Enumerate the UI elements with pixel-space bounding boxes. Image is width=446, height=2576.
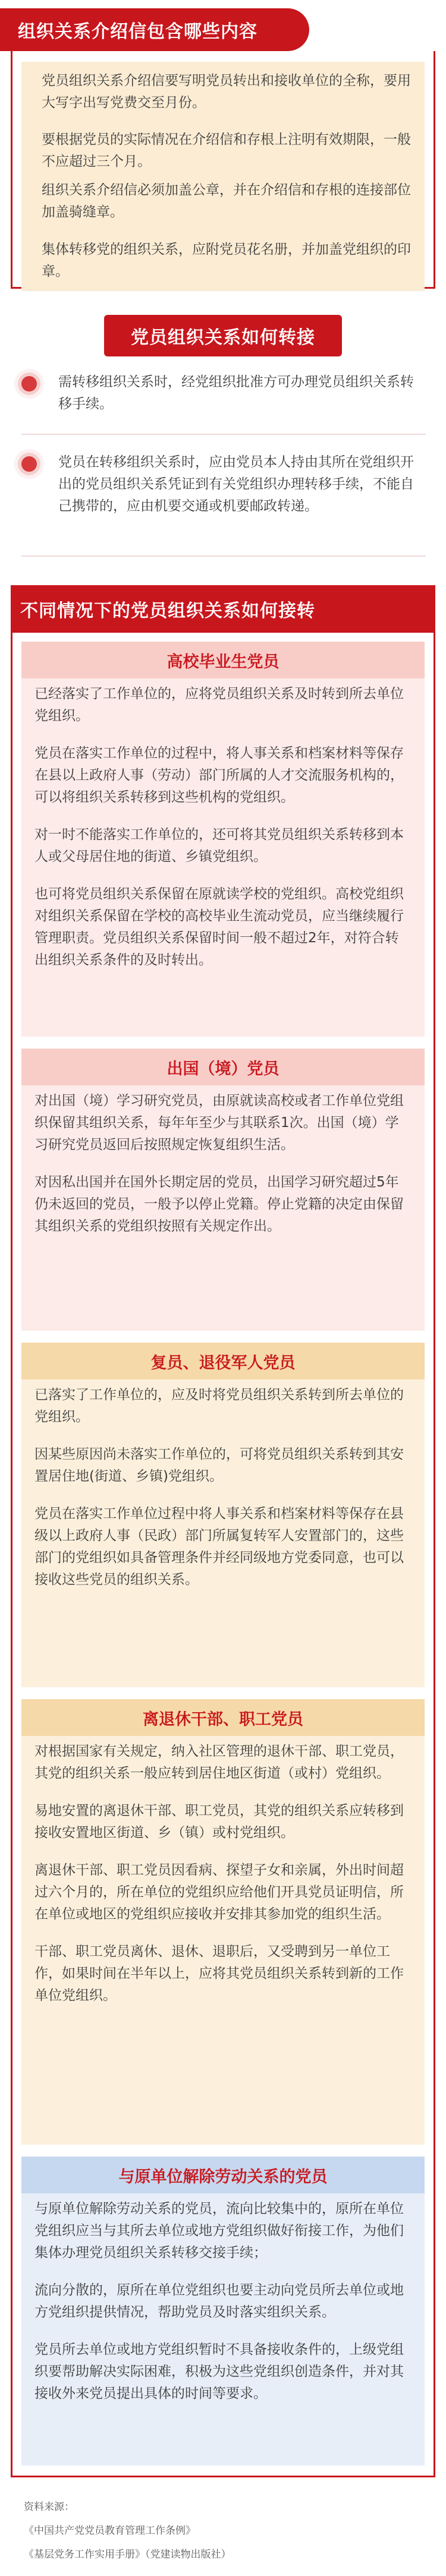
section3-title: 不同情况下的党员组织关系如何接转 <box>20 601 315 621</box>
subsection-title: 高校毕业生党员 <box>21 642 425 678</box>
section3-header <box>11 585 435 633</box>
paragraph: 党员在落实工作单位过程中将人事关系和档案材料等保存在县级以上政府人事（民政）部门所属复转军人安置部门的，这些部门的党组织如具备管理条件并经同级地方党委同意，也可以接收这些党员的组织关系。 <box>34 1506 404 1587</box>
sources <box>24 2495 428 2566</box>
paragraph: 已落实了工作单位的，应及时将党员组织关系转到所去单位的党组织。 <box>34 1387 404 1425</box>
subsection-veterans <box>21 1343 425 1687</box>
paragraph: 党员在落实工作单位的过程中，将人事关系和档案材料等保存在县以上政府人事（劳动）部门所属的人才交流服务机构的，可以将组织关系转移到这些机构的党组织。 <box>34 746 404 805</box>
section2-item <box>21 371 426 415</box>
section1-item: 组织关系介绍信必须加盖公章，并在介绍信和存根的连接部位加盖骑缝章。 <box>21 171 425 232</box>
paragraph: 因某些原因尚未落实工作单位的，可将党员组织关系转到其安置居住地(街道、乡镇)党组织。 <box>34 1447 404 1484</box>
section1-item: 集体转移党的组织关系，应附党员花名册，并加盖党组织的印章。 <box>21 231 425 291</box>
section2-item-text: 党员在转移组织关系时，应由党员本人持由其所在党组织开出的党员组织关系凭证到有关党组织办理转移手续，不能自己携带的，应由机要交通或机要邮政转递。 <box>58 454 414 514</box>
paragraph: 已经落实了工作单位的，应将党员组织关系及时转到所去单位党组织。 <box>34 686 404 724</box>
paragraph: 对因私出国并在国外长期定居的党员，出国学习研究超过5年仍未返回的党员，一般予以停止党籍。停止党籍的决定由保留其组织关系的党组织按照有关规定作出。 <box>34 1175 404 1234</box>
subsection-terminated-labor <box>21 2157 425 2465</box>
section2-item <box>21 452 426 517</box>
paragraph: 流向分散的，原所在单位党组织也要主动向党员所去单位或地方党组织提供情况，帮助党员及时落实组织关系。 <box>34 2283 404 2320</box>
section2-header <box>104 315 342 356</box>
paragraph: 干部、职工党员离休、退休、退职后，又受聘到另一单位工作，如果时间在半年以上，应将其党员组织关系转到新的工作单位党组织。 <box>34 1944 404 2003</box>
subsection-graduates <box>21 642 425 1037</box>
subsection-title: 复员、退役军人党员 <box>21 1343 425 1379</box>
divider <box>21 555 426 557</box>
paragraph: 对根据国家有关规定，纳入社区管理的退休干部、职工党员，其党的组织关系一般应转到居住地区街道（或村）党组织。 <box>34 1744 404 1781</box>
subsection-title: 出国（境）党员 <box>21 1049 425 1085</box>
section1-title: 组织关系介绍信包含哪些内容 <box>18 21 257 42</box>
red-dot-icon <box>21 376 37 392</box>
paragraph: 也可将党员组织关系保留在原就读学校的党组织。高校党组织对组织关系保留在学校的高校毕业生流动党员，应当继续履行管理职责。党员组织关系保留时间一般不超过2年，对符合转出组织关系条件的及时转出。 <box>34 886 404 968</box>
paragraph: 党员所去单位或地方党组织暂时不具备接收条件的，上级党组织要帮助解决实际困难，积极为这些党组织创造条件，并对其接收外来党员提出具体的时间等要求。 <box>34 2342 404 2401</box>
section1-item: 要根据党员的实际情况在介绍信和存根上注明有效期限，一般不应超过三个月。 <box>21 121 425 181</box>
sources-label: 资料来源： <box>24 2501 74 2513</box>
section1-header <box>0 8 309 51</box>
subsection-retirees <box>21 1699 425 2145</box>
subsection-title: 离退休干部、职工党员 <box>21 1699 425 1736</box>
section1-item: 党员组织关系介绍信要写明党员转出和接收单位的全称，要用大写字出写党费交至月份。 <box>21 62 425 122</box>
paragraph: 对出国（境）学习研究党员，由原就读高校或者工作单位党组织保留其组织关系，每年年至少与其联系1次。出国（境）学习研究党员返回后按照规定恢复组织生活。 <box>34 1093 404 1153</box>
paragraph: 与原单位解除劳动关系的党员，流向比较集中的，原所在单位党组织应当与其所去单位或地方党组织做好衔接工作，为他们集体办理党员组织关系转移交接手续； <box>34 2201 404 2261</box>
section2-item-text: 需转移组织关系时，经党组织批准方可办理党员组织关系转移手续。 <box>58 374 414 412</box>
subsection-title: 与原单位解除劳动关系的党员 <box>21 2157 425 2193</box>
paragraph: 离退休干部、职工党员因看病、探望子女和亲属，外出时间超过六个月的，所在单位的党组织应给他们开具党员证明信，所在单位或地区的党组织应接收并安排其参加党的组织生活。 <box>34 1862 404 1922</box>
red-dot-icon <box>21 456 37 472</box>
paragraph: 易地安置的离退休干部、职工党员，其党的组织关系应转移到接收安置地区街道、乡（镇）或村党组织。 <box>34 1803 404 1841</box>
divider <box>21 434 426 435</box>
source-item: 《中国共产党党员教育管理工作条例》 <box>24 2525 196 2537</box>
source-item: 《基层党务工作实用手册》（党建读物出版社） <box>24 2549 231 2561</box>
paragraph: 对一时不能落实工作单位的，还可将其党员组织关系转移到本人或父母居住地的街道、乡镇党组织。 <box>34 827 404 864</box>
subsection-overseas <box>21 1049 425 1331</box>
section2-title: 党员组织关系如何转接 <box>131 327 315 348</box>
